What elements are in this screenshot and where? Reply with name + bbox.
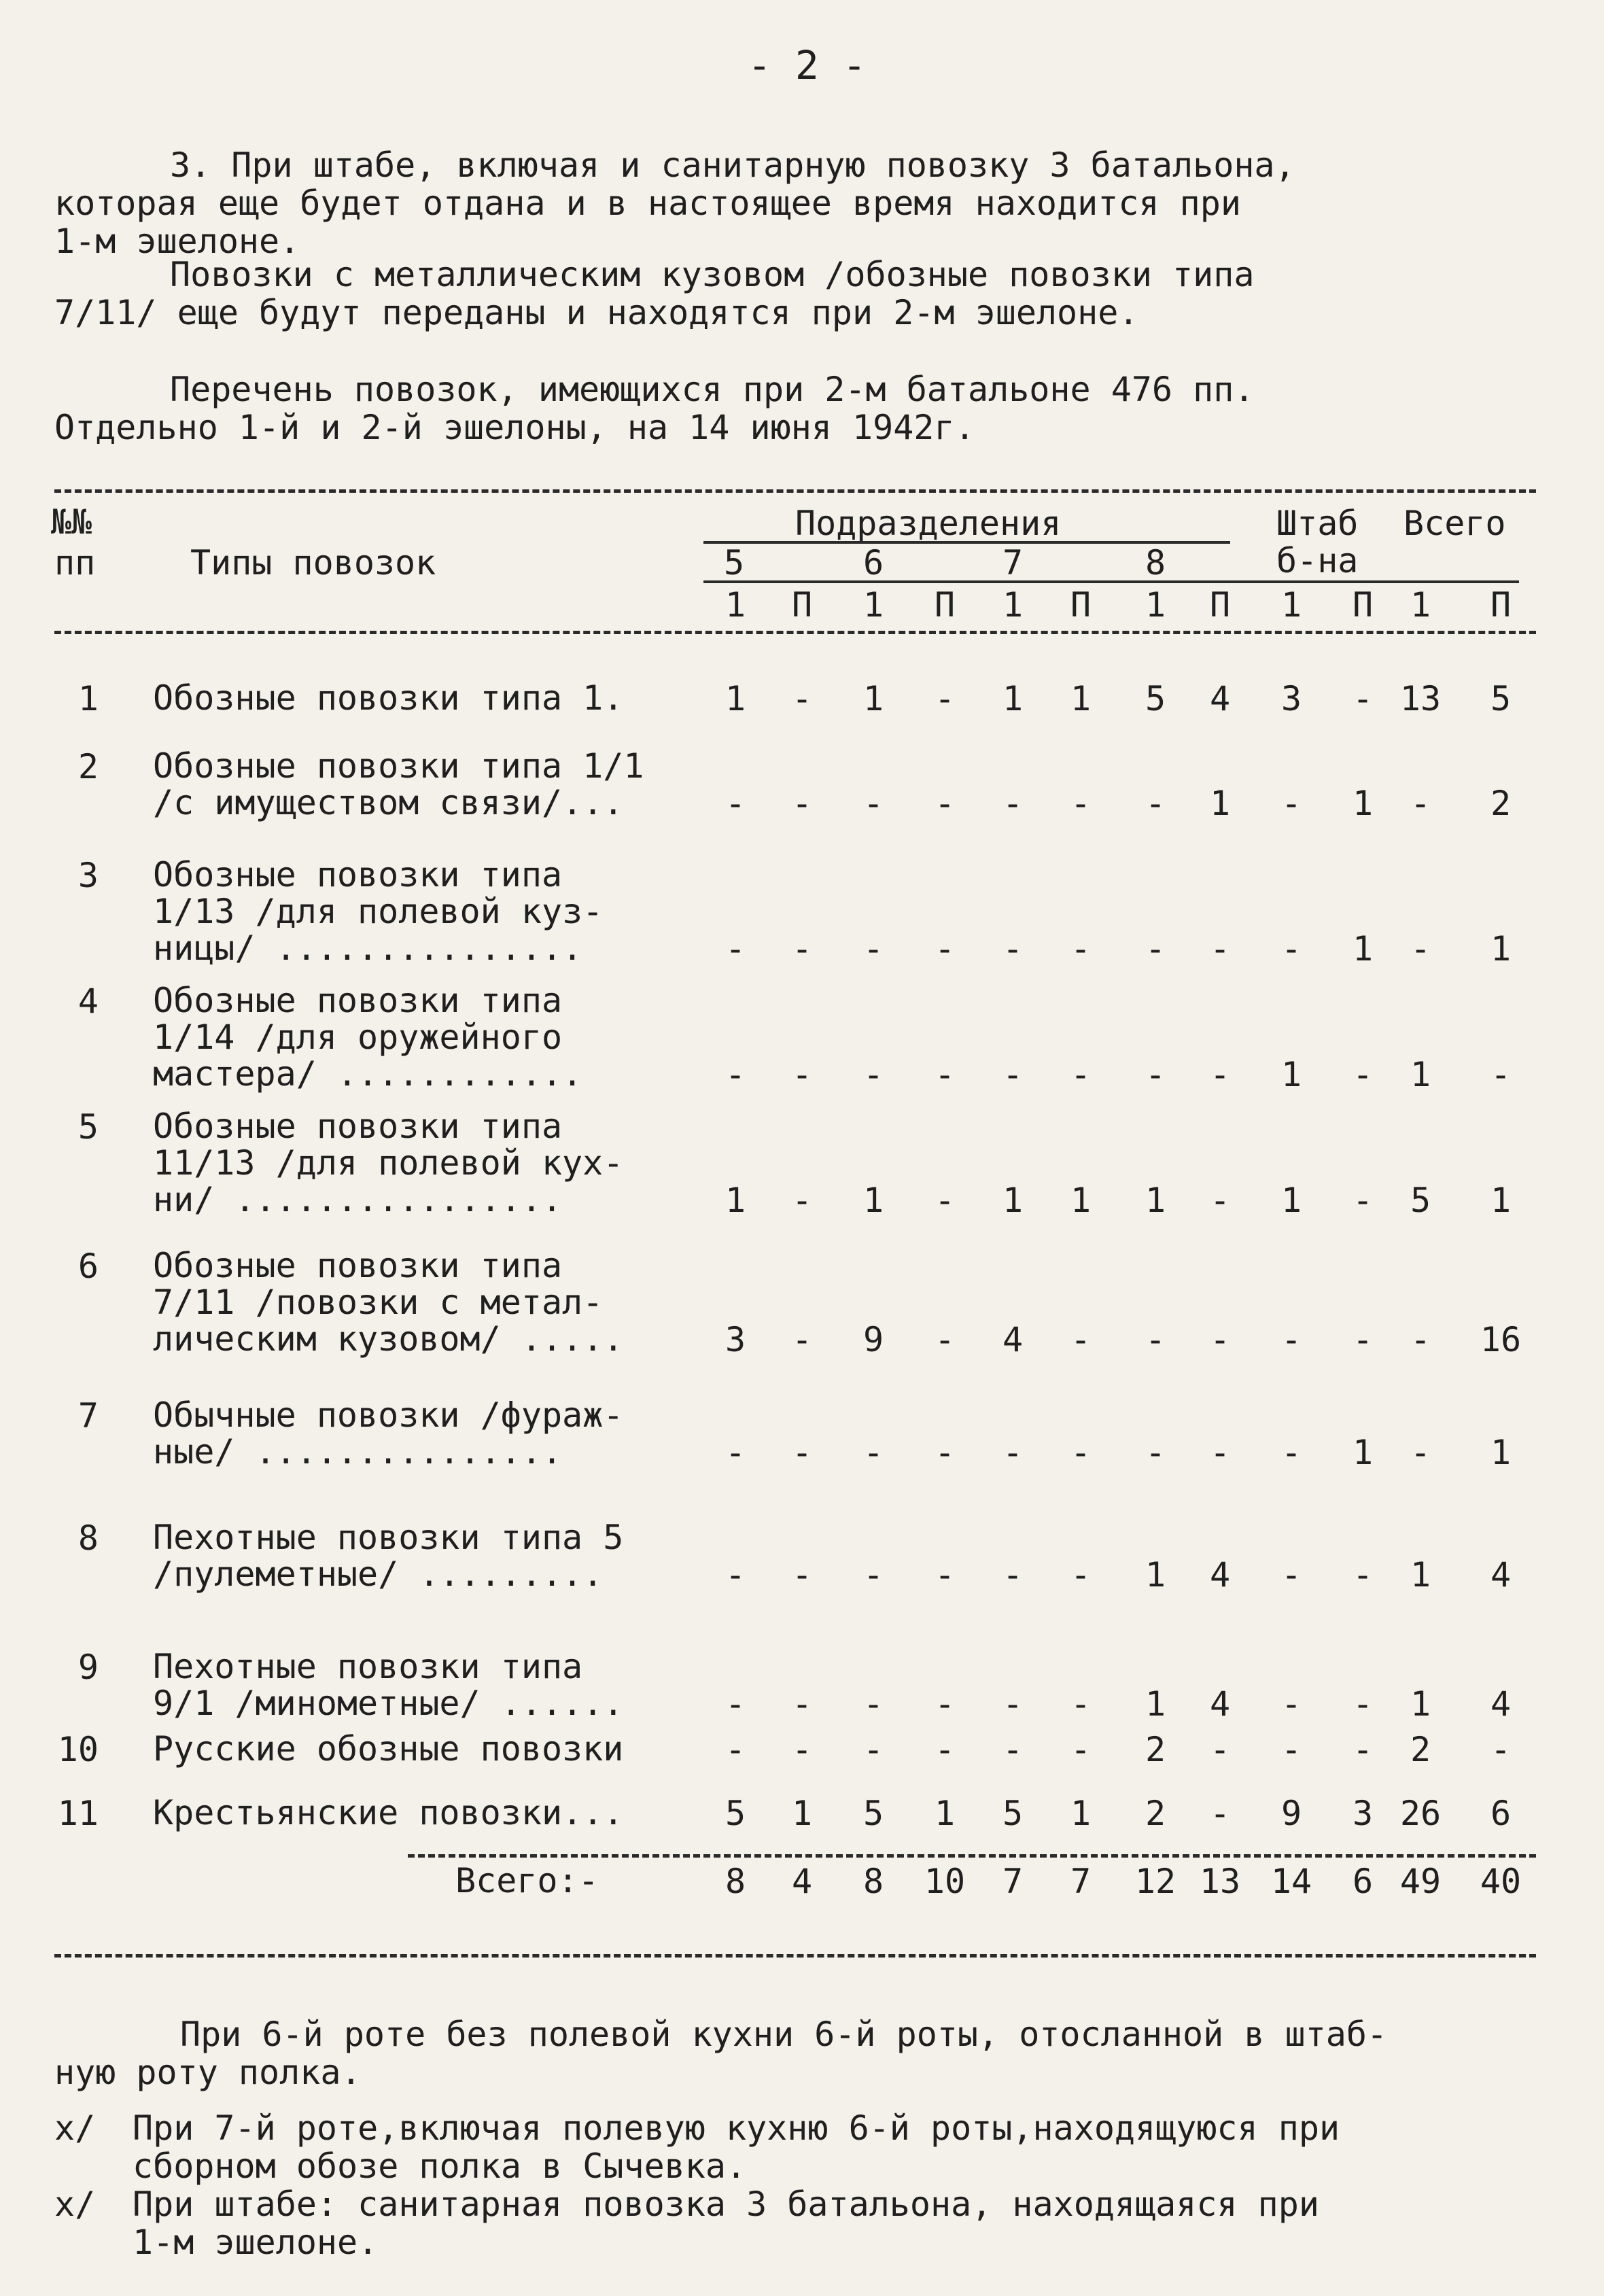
total-label: Всего:-	[455, 1861, 599, 1900]
row-value: 5	[725, 1794, 746, 1833]
row-value: -	[725, 1730, 746, 1769]
row-value: -	[1352, 1181, 1374, 1220]
row-number: 2	[77, 747, 99, 786]
row-type-line: /с имуществом связи/...	[153, 783, 624, 822]
total-value: 14	[1270, 1862, 1312, 1901]
total-value: 8	[725, 1862, 746, 1901]
row-value: -	[791, 1055, 813, 1094]
row-value: -	[862, 1555, 884, 1595]
row-value: -	[934, 1684, 956, 1724]
row-value: 2	[1410, 1730, 1431, 1769]
row-value: 2	[1490, 784, 1512, 823]
row-value: 4	[1002, 1320, 1024, 1359]
row-type-line: Пехотные повозки типа	[153, 1647, 583, 1686]
total-value: 12	[1134, 1862, 1176, 1901]
footnote-marker: x/	[54, 2108, 96, 2148]
row-value: -	[1280, 1320, 1302, 1359]
row-value: -	[1002, 1555, 1024, 1595]
row-value: -	[1145, 784, 1166, 823]
row-value: 4	[1209, 679, 1231, 718]
row-value: -	[1280, 1555, 1302, 1595]
row-value: -	[1070, 1555, 1092, 1595]
header-echelon: П	[791, 585, 813, 625]
row-type-line: Пехотные повозки типа 5	[153, 1518, 624, 1557]
row-number: 5	[77, 1107, 99, 1147]
row-value: 4	[1490, 1684, 1512, 1724]
row-value: 1	[1002, 679, 1024, 718]
text-line: 1-м эшелоне.	[54, 222, 300, 261]
total-value: 7	[1002, 1862, 1024, 1901]
table-bottom-rule	[54, 1954, 1536, 1958]
row-value: -	[934, 929, 956, 969]
row-value: -	[1410, 1320, 1431, 1359]
total-value: 10	[924, 1862, 966, 1901]
row-value: -	[725, 929, 746, 969]
row-value: 1	[1352, 929, 1374, 969]
row-type-line: ни/ ................	[153, 1180, 563, 1219]
header-num-line2: пп	[54, 543, 96, 582]
row-value: -	[1209, 1055, 1231, 1094]
row-type-line: Обозные повозки типа	[153, 981, 563, 1020]
row-value: -	[1002, 1684, 1024, 1724]
row-type-line: /пулеметные/ .........	[153, 1554, 604, 1594]
header-num-line1: №№	[51, 502, 92, 542]
row-value: -	[1209, 1730, 1231, 1769]
row-number: 8	[77, 1518, 99, 1558]
header-echelon: П	[1490, 585, 1512, 625]
row-type-line: 1/14 /для оружейного	[153, 1017, 563, 1057]
row-value: -	[862, 1055, 884, 1094]
row-value: -	[1490, 1730, 1512, 1769]
row-value: 9	[1280, 1794, 1302, 1833]
row-value: -	[934, 1433, 956, 1472]
row-value: 3	[725, 1320, 746, 1359]
row-value: -	[725, 1684, 746, 1724]
row-value: -	[1145, 1055, 1166, 1094]
row-value: 1	[862, 1181, 884, 1220]
header-echelon: П	[934, 585, 956, 625]
header-unit-5: 5	[723, 543, 745, 582]
row-value: 3	[1280, 679, 1302, 718]
row-value: 1	[1002, 1181, 1024, 1220]
text-line: При штабе: санитарная повозка 3 батальона, находящаяся при	[133, 2185, 1319, 2224]
row-value: -	[791, 1433, 813, 1472]
row-value: 1	[1352, 1433, 1374, 1472]
row-value: 5	[1410, 1181, 1431, 1220]
row-value: 13	[1399, 679, 1442, 718]
row-value: 1	[1490, 1181, 1512, 1220]
header-bottom-rule	[54, 631, 1536, 634]
header-unit-7: 7	[1002, 543, 1024, 582]
row-value: 1	[862, 679, 884, 718]
row-value: 1	[1490, 1433, 1512, 1472]
text-line: которая еще будет отдана и в настоящее время находится при	[54, 184, 1241, 223]
row-type-line: Обычные повозки /фураж-	[153, 1395, 624, 1435]
header-total: Всего	[1404, 504, 1506, 543]
row-value: 5	[1145, 679, 1166, 718]
row-value: -	[791, 929, 813, 969]
row-value: 5	[1002, 1794, 1024, 1833]
row-value: -	[1352, 1555, 1374, 1595]
page-number: - 2 -	[748, 42, 867, 88]
row-value: -	[934, 784, 956, 823]
header-subdivisions: Подразделения	[795, 504, 1062, 543]
header-echelon: 1	[1280, 585, 1302, 625]
total-value: 13	[1199, 1862, 1241, 1901]
text-line: сборном обозе полка в Сычевка.	[133, 2146, 747, 2186]
header-units-rule	[703, 580, 1519, 583]
row-value: -	[1145, 1320, 1166, 1359]
row-value: 1	[1145, 1181, 1166, 1220]
row-value: 1	[1280, 1055, 1302, 1094]
row-value: -	[1410, 784, 1431, 823]
row-value: -	[1002, 1055, 1024, 1094]
row-value: -	[934, 1055, 956, 1094]
header-unit-6: 6	[862, 543, 884, 582]
row-value: -	[1352, 679, 1374, 718]
row-value: 4	[1490, 1555, 1512, 1595]
text-line: При 7-й роте,включая полевую кухню 6-й роты,находящуюся при	[133, 2108, 1340, 2148]
row-value: -	[934, 1181, 956, 1220]
row-value: 1	[791, 1794, 813, 1833]
row-value: -	[1490, 1055, 1512, 1094]
row-number: 7	[77, 1396, 99, 1436]
row-type-line: Обозные повозки типа	[153, 1107, 563, 1146]
row-value: -	[862, 1684, 884, 1724]
row-value: -	[725, 1055, 746, 1094]
row-type-line: Обозные повозки типа	[153, 1246, 563, 1285]
row-value: -	[1410, 1433, 1431, 1472]
row-value: -	[1280, 784, 1302, 823]
header-staff-line1: Штаб	[1276, 504, 1359, 543]
row-value: 3	[1352, 1794, 1374, 1833]
row-value: 1	[1145, 1555, 1166, 1595]
row-value: -	[1352, 1055, 1374, 1094]
row-value: 1	[1280, 1181, 1302, 1220]
header-unit-8: 8	[1145, 543, 1166, 582]
row-type-line: 9/1 /минометные/ ......	[153, 1684, 624, 1723]
row-value: -	[862, 1433, 884, 1472]
row-value: -	[1002, 929, 1024, 969]
row-value: -	[1209, 929, 1231, 969]
row-value: 2	[1145, 1730, 1166, 1769]
table-top-rule	[54, 489, 1536, 493]
row-value: -	[934, 1555, 956, 1595]
row-value: -	[1070, 784, 1092, 823]
text-line: Повозки с металлическим кузовом /обозные повозки типа	[170, 255, 1255, 294]
total-value: 40	[1480, 1862, 1522, 1901]
header-echelon: П	[1070, 585, 1092, 625]
text-line: Перечень повозок, имеющихся при 2-м батальоне 476 пп.	[170, 370, 1255, 409]
row-value: -	[725, 1433, 746, 1472]
row-value: -	[725, 784, 746, 823]
row-value: -	[791, 1730, 813, 1769]
row-value: -	[791, 1320, 813, 1359]
row-value: -	[1280, 1433, 1302, 1472]
total-value: 7	[1070, 1862, 1092, 1901]
row-value: -	[934, 1730, 956, 1769]
row-value: 4	[1209, 1555, 1231, 1595]
row-type-line: 11/13 /для полевой кух-	[153, 1143, 624, 1183]
header-staff-line2: б-на	[1276, 541, 1359, 580]
text-line: 7/11/ еще будут переданы и находятся при 2-м эшелоне.	[54, 293, 1139, 332]
row-type-line: Обозные повозки типа	[153, 855, 563, 894]
row-type-line: лическим кузовом/ .....	[153, 1319, 624, 1359]
row-value: 6	[1490, 1794, 1512, 1833]
row-value: -	[1145, 929, 1166, 969]
header-echelon: 1	[1145, 585, 1166, 625]
row-value: -	[1209, 1320, 1231, 1359]
row-value: 1	[1410, 1055, 1431, 1094]
row-value: -	[934, 679, 956, 718]
row-value: -	[1352, 1730, 1374, 1769]
row-value: 1	[1410, 1684, 1431, 1724]
row-value: -	[1070, 929, 1092, 969]
row-value: 4	[1209, 1684, 1231, 1724]
row-value: -	[1070, 1684, 1092, 1724]
row-number: 11	[57, 1794, 99, 1833]
row-value: 26	[1399, 1794, 1442, 1833]
row-value: 9	[862, 1320, 884, 1359]
row-value: 1	[1070, 679, 1092, 718]
text-line: 1-м эшелоне.	[133, 2223, 379, 2262]
row-value: 1	[725, 1181, 746, 1220]
row-value: 1	[1410, 1555, 1431, 1595]
row-value: -	[791, 1555, 813, 1595]
header-echelon: 1	[1002, 585, 1024, 625]
row-type-line: 7/11 /повозки с метал-	[153, 1283, 604, 1322]
row-value: 1	[1352, 784, 1374, 823]
total-value: 4	[791, 1862, 813, 1901]
row-type-line: ные/ ...............	[153, 1432, 563, 1472]
row-value: -	[1410, 929, 1431, 969]
row-type-line: Русские обозные повозки	[153, 1729, 624, 1769]
row-number: 1	[77, 679, 99, 718]
row-type-line: Обозные повозки типа 1.	[153, 678, 624, 718]
header-echelon: П	[1209, 585, 1231, 625]
row-value: 1	[725, 679, 746, 718]
row-value: -	[725, 1555, 746, 1595]
header-echelon: П	[1352, 585, 1374, 625]
text-line: При 6-й роте без полевой кухни 6-й роты, отосланной в штаб-	[180, 2015, 1388, 2054]
row-value: -	[791, 679, 813, 718]
row-value: 1	[1490, 929, 1512, 969]
row-type-line: 1/13 /для полевой куз-	[153, 892, 604, 931]
header-type: Типы повозок	[190, 543, 436, 582]
row-type-line: ницы/ ...............	[153, 928, 583, 968]
header-echelon: 1	[725, 585, 746, 625]
row-value: 1	[934, 1794, 956, 1833]
row-value: -	[862, 1730, 884, 1769]
row-value: -	[1070, 1055, 1092, 1094]
row-number: 4	[77, 981, 99, 1021]
row-value: -	[1209, 1433, 1231, 1472]
row-value: -	[791, 1684, 813, 1724]
row-value: -	[1209, 1181, 1231, 1220]
row-value: -	[934, 1320, 956, 1359]
header-echelon: 1	[1410, 585, 1431, 625]
text-line: 3. При штабе, включая и санитарную повозку 3 батальона,	[170, 145, 1295, 185]
row-value: -	[1145, 1433, 1166, 1472]
row-value: -	[791, 1181, 813, 1220]
row-value: -	[1002, 1730, 1024, 1769]
row-type-line: мастера/ ............	[153, 1054, 583, 1094]
row-value: 5	[1490, 679, 1512, 718]
row-value: 16	[1480, 1320, 1522, 1359]
text-line: Отдельно 1-й и 2-й эшелоны, на 14 июня 1942г.	[54, 408, 975, 447]
text-line: ную роту полка.	[54, 2053, 362, 2092]
row-value: 1	[1209, 784, 1231, 823]
row-value: -	[1280, 929, 1302, 969]
row-value: 5	[862, 1794, 884, 1833]
total-value: 49	[1399, 1862, 1442, 1901]
row-number: 9	[77, 1648, 99, 1687]
row-number: 6	[77, 1247, 99, 1286]
total-top-rule	[408, 1854, 1536, 1858]
row-value: -	[862, 784, 884, 823]
total-value: 6	[1352, 1862, 1374, 1901]
row-number: 10	[57, 1730, 99, 1769]
row-value: -	[1070, 1433, 1092, 1472]
row-value: -	[1209, 1794, 1231, 1833]
row-value: -	[1002, 784, 1024, 823]
row-value: -	[1070, 1320, 1092, 1359]
row-value: -	[1352, 1320, 1374, 1359]
row-value: -	[1280, 1730, 1302, 1769]
row-value: -	[862, 929, 884, 969]
row-value: -	[1070, 1730, 1092, 1769]
row-value: -	[1280, 1684, 1302, 1724]
row-number: 3	[77, 856, 99, 895]
row-value: 2	[1145, 1794, 1166, 1833]
row-value: 1	[1145, 1684, 1166, 1724]
row-value: -	[791, 784, 813, 823]
row-type-line: Крестьянские повозки...	[153, 1793, 624, 1832]
row-value: 1	[1070, 1794, 1092, 1833]
row-value: -	[1352, 1684, 1374, 1724]
footnote-marker: x/	[54, 2185, 96, 2224]
total-value: 8	[862, 1862, 884, 1901]
header-echelon: 1	[862, 585, 884, 625]
row-value: 1	[1070, 1181, 1092, 1220]
row-type-line: Обозные повозки типа 1/1	[153, 746, 644, 786]
row-value: -	[1002, 1433, 1024, 1472]
